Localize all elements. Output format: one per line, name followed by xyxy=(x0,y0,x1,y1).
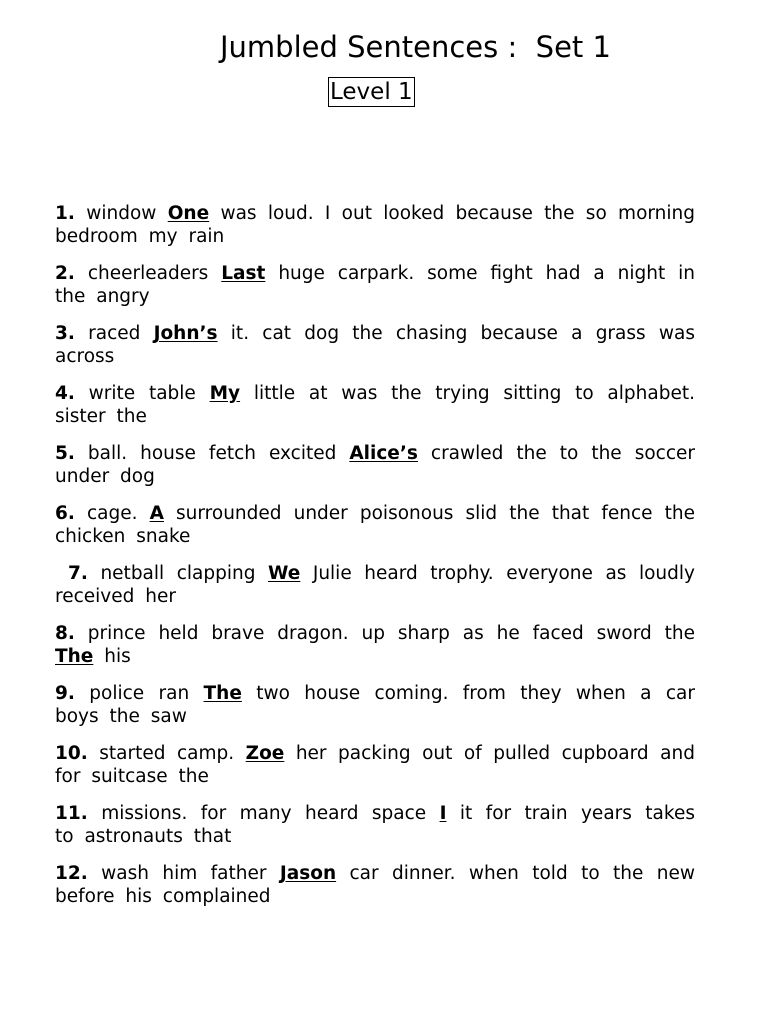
sentence-number: 3. xyxy=(55,323,75,344)
sentence-start-word: I xyxy=(439,803,447,824)
sentence-start-word: The xyxy=(203,683,242,704)
sentence-number: 4. xyxy=(55,383,75,404)
sentence-words-after: surrounded under poisonous slid the that fence the chicken snake xyxy=(55,503,695,547)
sentence-words-after: car dinner. when told to the new before his complained xyxy=(55,863,695,907)
sentence-words-before: started camp. xyxy=(99,743,235,764)
sentence-number: 11. xyxy=(55,803,88,824)
sentence-item-3 xyxy=(55,322,695,382)
sentence-start-word: We xyxy=(268,563,301,584)
sentence-words-after: two house coming. from they when a car boys the saw xyxy=(55,683,695,727)
sentence-number: 9. xyxy=(55,683,75,704)
sentence-words-after: Julie heard trophy. everyone as loudly received her xyxy=(55,563,695,607)
page-title: Jumbled Sentences : Set 1 xyxy=(220,30,611,64)
sentence-words-before: raced xyxy=(88,323,141,344)
sentence-words-before: police ran xyxy=(89,683,190,704)
sentence-words-after: was loud. I out looked because the so morning bedroom my rain xyxy=(55,203,695,247)
sentence-start-word: Jason xyxy=(279,863,337,884)
sentence-words-after: his xyxy=(104,646,131,667)
sentence-item-5 xyxy=(55,442,695,502)
sentence-words-before: prince held brave dragon. up sharp as he faced sword the xyxy=(87,623,695,644)
sentence-number: 8. xyxy=(55,623,75,644)
sentence-item-8 xyxy=(55,622,695,682)
sentence-words-before: write table xyxy=(88,383,196,404)
sentence-start-word: One xyxy=(167,203,210,224)
sentence-item-6 xyxy=(55,502,695,562)
sentence-start-word: John’s xyxy=(153,323,218,344)
sentence-words-before: missions. for many heard space xyxy=(101,803,427,824)
sentence-item-9 xyxy=(55,682,695,742)
sentence-start-word: Last xyxy=(221,263,266,284)
sentence-words-before: wash him father xyxy=(101,863,267,884)
sentence-words-after: little at was the trying sitting to alphabet. sister the xyxy=(55,383,695,427)
sentence-start-word: My xyxy=(209,383,241,404)
sentence-item-1 xyxy=(55,202,695,262)
sentence-number: 1. xyxy=(55,203,75,224)
sentence-number: 6. xyxy=(55,503,75,524)
sentence-item-2 xyxy=(55,262,695,322)
sentence-start-word: A xyxy=(149,503,164,524)
sentence-number: 12. xyxy=(55,863,88,884)
sentence-start-word: The xyxy=(55,646,94,667)
sentence-start-word: Zoe xyxy=(245,743,285,764)
sentence-words-after: huge carpark. some fight had a night in the angry xyxy=(55,263,695,307)
sentence-item-12 xyxy=(55,862,695,922)
sentence-number: 2. xyxy=(55,263,75,284)
sentence-words-after: her packing out of pulled cupboard and for suitcase the xyxy=(55,743,695,787)
sentence-item-4 xyxy=(55,382,695,442)
sentence-item-10 xyxy=(55,742,695,802)
sentence-words-after: it for train years takes to astronauts that xyxy=(55,803,695,847)
sentence-item-11 xyxy=(55,802,695,862)
sentence-words-before: ball. house fetch excited xyxy=(87,443,337,464)
sentence-number: 7. xyxy=(68,563,88,584)
sentence-words-before: cage. xyxy=(87,503,138,524)
sentence-start-word: Alice’s xyxy=(349,443,418,464)
sentence-item-7 xyxy=(55,562,695,622)
sentence-words-before: window xyxy=(86,203,157,224)
level-badge: Level 1 xyxy=(330,79,413,105)
sentence-list xyxy=(55,202,695,922)
sentence-words-after: it. cat dog the chasing because a grass was across xyxy=(55,323,695,367)
sentence-words-before: netball clapping xyxy=(100,563,256,584)
sentence-number: 10. xyxy=(55,743,88,764)
sentence-words-before: cheerleaders xyxy=(87,263,222,284)
sentence-number: 5. xyxy=(55,443,75,464)
sentence-words-after: crawled the to the soccer under dog xyxy=(55,443,695,487)
